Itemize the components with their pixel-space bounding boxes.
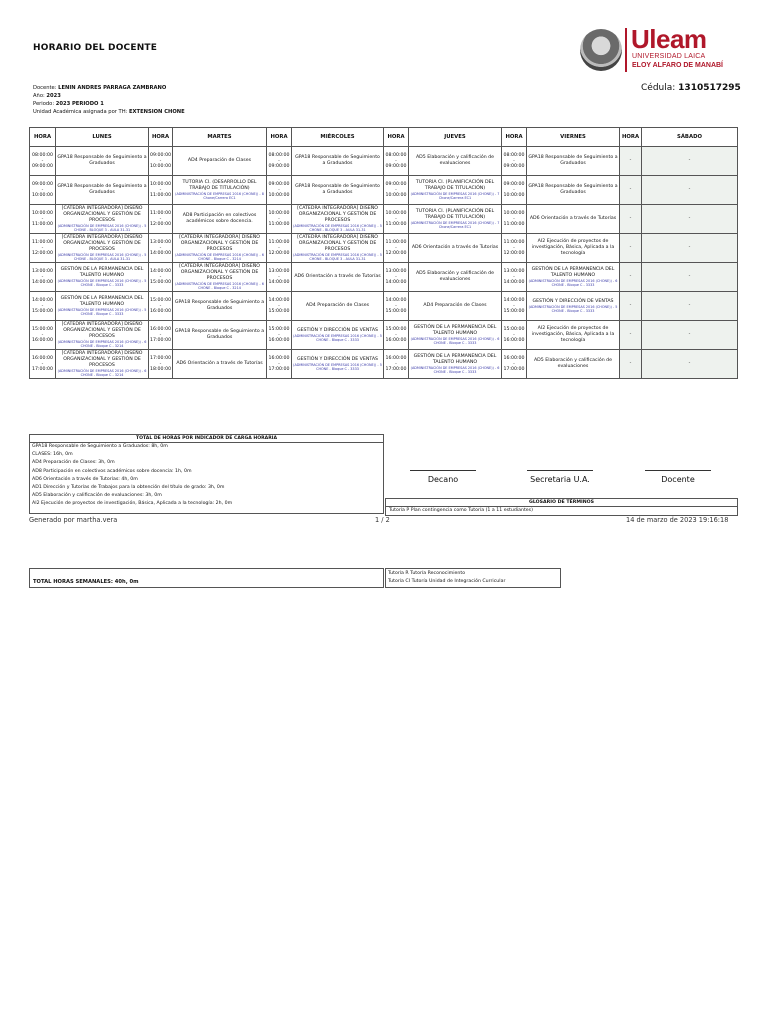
total-line: GPA18 Responsable de Seguimiento a Graduados: 8h, 0m [32, 444, 168, 449]
schedule-row [30, 321, 738, 350]
activity-cell: AD5 Elaboración y calificación de evaluaciones [527, 350, 620, 379]
glossary-continued [385, 568, 561, 588]
signature-line-secretaria [527, 470, 593, 471]
hour-cell: 08:00:00 - 09:00:00 [267, 147, 292, 176]
hour-cell: 09:00:00 - 10:00:00 [384, 176, 409, 205]
activity-cell: GPA18 Responsable de Seguimiento a Graduados [527, 147, 620, 176]
signature-line-decano [410, 470, 476, 471]
glossary-item: Tutoría R Tutoría Reconocimiento [388, 571, 466, 576]
footer-date: 14 de marzo de 2023 19:16:18 [626, 516, 729, 524]
column-header-day: SÁBADO [642, 128, 738, 147]
hour-cell: 15:00:00 - 16:00:00 [30, 321, 56, 350]
schedule-row [30, 234, 738, 263]
column-header-hora: HORA [384, 128, 409, 147]
column-header-hora: HORA [267, 128, 292, 147]
activity-cell: GESTIÓN DE LA PERMANENCIA DEL TALENTO HUMANO (ADMINISTRACIÓN DE EMPRESAS 2016 (CHONE)) - 6 CHONE - Bloque C - 3333 [527, 263, 620, 292]
page-title: HORARIO DEL DOCENTE [33, 43, 158, 53]
hour-cell: 15:00:00 - 16:00:00 [149, 292, 173, 321]
periodo-value: 2023 PERIODO 1 [55, 101, 104, 107]
activity-cell: TUTORIA CI. (PLANIFICACIÓN DEL TRABAJO DE TITULACIÓN) (ADMINISTRACIÓN DE EMPRESAS 2016 (CHONE)) - 7 Chone/Carrera EC1 [409, 205, 502, 234]
hour-cell: 13:00:00 - 14:00:00 [149, 234, 173, 263]
hour-cell: 10:00:00 - 11:00:00 [149, 176, 173, 205]
activity-cell: AI2 Ejecución de proyectos de investigación, Básica, Aplicada a la tecnología [527, 321, 620, 350]
total-line: AD1 Dirección y Tutorías de Trabajos para la obtención del título de grado: 3h, 0m [32, 484, 225, 490]
activity-cell: GPA18 Responsable de Seguimiento a Graduados [173, 321, 267, 350]
activity-cell: GPA18 Responsable de Seguimiento a Graduados [56, 176, 149, 205]
cedula: Cédula: 1310517295 [641, 83, 741, 93]
activity-cell-saturday: - [642, 321, 738, 350]
cedula-value: 1310517295 [678, 83, 741, 93]
column-header-hora: HORA [149, 128, 173, 147]
totals-box [29, 434, 384, 514]
hour-cell: 11:00:00 - 12:00:00 [384, 234, 409, 263]
activity-cell: AD5 Elaboración y calificación de evaluaciones [409, 263, 502, 292]
hour-cell: 09:00:00 - 10:00:00 [149, 147, 173, 176]
activity-cell-saturday: - [642, 147, 738, 176]
schedule-row [30, 205, 738, 234]
hour-cell-saturday: - [620, 321, 642, 350]
schedule-row [30, 292, 738, 321]
activity-cell: [CATEDRA INTEGRADORA] DISEÑO ORGANIZACIONAL Y GESTIÓN DE PROCESOS (ADMINISTRACIÓN DE EMPRESAS 2016 (CHONE)) - 5 CHONE - BLOQUE 3 - AULA 31-31 [56, 205, 149, 234]
hour-cell: 16:00:00 - 17:00:00 [149, 321, 173, 350]
signature-line-docente [645, 470, 711, 471]
schedule-row [30, 263, 738, 292]
activity-cell: GPA18 Responsable de Seguimiento a Graduados [292, 176, 384, 205]
activity-cell: AI2 Ejecución de proyectos de investigación, Básica, Aplicada a la tecnología [527, 234, 620, 263]
column-header-day: LUNES [56, 128, 149, 147]
total-line: AD8 Participación en colectivos académicos sobre docencia: 1h, 0m [32, 468, 192, 474]
hour-cell: 13:00:00 - 14:00:00 [267, 263, 292, 292]
signature-secretaria: Secretaria U.A. [530, 475, 590, 484]
total-line: AD5 Elaboración y calificación de evaluaciones: 3h, 0m [32, 493, 162, 499]
activity-cell: AD4 Preparación de Clases [173, 147, 267, 176]
activity-cell: GPA18 Responsable de Seguimiento a Graduados [56, 147, 149, 176]
hour-cell: 09:00:00 - 10:00:00 [30, 176, 56, 205]
hour-cell: 17:00:00 - 18:00:00 [149, 350, 173, 379]
hour-cell: 08:00:00 - 09:00:00 [502, 147, 527, 176]
seal-icon [580, 29, 622, 71]
periodo-line: Periodo: 2023 PERIODO 1 [33, 101, 104, 107]
hour-cell: 16:00:00 - 17:00:00 [30, 350, 56, 379]
hour-cell: 10:00:00 - 11:00:00 [384, 205, 409, 234]
hour-cell: 16:00:00 - 17:00:00 [502, 350, 527, 379]
hour-cell-saturday: - [620, 292, 642, 321]
signature-docente: Docente [661, 475, 695, 484]
hour-cell: 15:00:00 - 16:00:00 [267, 321, 292, 350]
hour-cell-saturday: - [620, 205, 642, 234]
hour-cell: 09:00:00 - 10:00:00 [267, 176, 292, 205]
activity-cell: GPA18 Responsable de Seguimiento a Graduados [292, 147, 384, 176]
activity-cell: GESTIÓN Y DIRECCIÓN DE VENTAS (ADMINISTRACIÓN DE EMPRESAS 2016 (CHONE)) - 5 CHONE - Bloque C - 3333 [527, 292, 620, 321]
anio-line: Año: 2023 [33, 93, 61, 99]
hour-cell: 13:00:00 - 14:00:00 [384, 263, 409, 292]
column-header-hora: HORA [502, 128, 527, 147]
schedule-row [30, 176, 738, 205]
hour-cell: 10:00:00 - 11:00:00 [267, 205, 292, 234]
hour-cell-saturday: - [620, 263, 642, 292]
hour-cell: 11:00:00 - 12:00:00 [30, 234, 56, 263]
hour-cell: 08:00:00 - 09:00:00 [384, 147, 409, 176]
hour-cell: 10:00:00 - 11:00:00 [30, 205, 56, 234]
total-line: CLASES: 16h, 0m [32, 452, 73, 458]
schedule-row [30, 147, 738, 176]
activity-cell: TUTORIA CI. (DESARROLLO DEL TRABAJO DE TITULACIÓN) (ADMINISTRACIÓN DE EMPRESAS 2016 (CHONE)) - 8 Chone/Carrera EC1 [173, 176, 267, 205]
activity-cell-saturday: - [642, 292, 738, 321]
hour-cell-saturday: - [620, 147, 642, 176]
activity-cell: GESTIÓN Y DIRECCIÓN DE VENTAS (ADMINISTRACIÓN DE EMPRESAS 2016 (CHONE)) - 5 CHONE - Bloque C - 3333 [292, 350, 384, 379]
activity-cell: [CATEDRA INTEGRADORA] DISEÑO ORGANIZACIONAL Y GESTIÓN DE PROCESOS (ADMINISTRACIÓN DE EMPRESAS 2016 (CHONE)) - 6 CHONE - Bloque C - 3214 [56, 350, 149, 379]
activity-cell: GESTIÓN DE LA PERMANENCIA DEL TALENTO HUMANO (ADMINISTRACIÓN DE EMPRESAS 2016 (CHONE)) - 5 CHONE - Bloque C - 3333 [56, 292, 149, 321]
weekly-total: TOTAL HORAS SEMANALES: 40h, 0m [29, 568, 384, 588]
activity-cell: [CATEDRA INTEGRADORA] DISEÑO ORGANIZACIONAL Y GESTIÓN DE PROCESOS (ADMINISTRACIÓN DE EMPRESAS 2016 (CHONE)) - 5 CHONE - BLOQUE 3 - AULA 31-31 [56, 234, 149, 263]
column-header-day: VIERNES [527, 128, 620, 147]
activity-cell: [CATEDRA INTEGRADORA] DISEÑO ORGANIZACIONAL Y GESTIÓN DE PROCESOS (ADMINISTRACIÓN DE EMPRESAS 2016 (CHONE)) - 5 CHONE - BLOQUE 3 - AULA 31-31 [293, 235, 382, 261]
schedule-row [30, 350, 738, 379]
footer-page: 1 / 2 [375, 516, 390, 524]
hour-cell: 14:00:00 - 15:00:00 [502, 292, 527, 321]
footer-generated: Generado por martha.vera [29, 516, 118, 524]
hour-cell: 16:00:00 - 17:00:00 [384, 350, 409, 379]
activity-cell: GPA18 Responsable de Seguimiento a Graduados [527, 176, 620, 205]
hour-cell: 08:00:00 - 09:00:00 [30, 147, 56, 176]
signature-decano: Decano [427, 475, 459, 484]
hour-cell: 14:00:00 - 15:00:00 [30, 292, 56, 321]
anio-value: 2023 [46, 93, 61, 99]
activity-cell: AD6 Orientación a través de Tutorías [409, 234, 502, 263]
activity-cell-saturday: - [642, 176, 738, 205]
glossary-box [385, 498, 738, 516]
activity-cell: AD4 Preparación de Clases [409, 292, 502, 321]
column-header-day: JUEVES [409, 128, 502, 147]
hour-cell-saturday: - [620, 350, 642, 379]
activity-cell: GESTIÓN DE LA PERMANENCIA DEL TALENTO HUMANO (ADMINISTRACIÓN DE EMPRESAS 2016 (CHONE)) - 6 CHONE - Bloque C - 3333 [409, 321, 502, 350]
total-line: AD6 Orientación a través de Tutorías: 4h, 0m [32, 476, 138, 482]
hour-cell: 10:00:00 - 11:00:00 [502, 205, 527, 234]
hour-cell: 14:00:00 - 15:00:00 [267, 292, 292, 321]
column-header-day: MIÉRCOLES [292, 128, 384, 147]
unidad-value: EXTENSION CHONE [129, 109, 185, 115]
hour-cell: 11:00:00 - 12:00:00 [267, 234, 292, 263]
university-logo [580, 26, 740, 76]
docente-name: LENIN ANDRES PARRAGA ZAMBRANO [58, 85, 167, 91]
hour-cell: 13:00:00 - 14:00:00 [30, 263, 56, 292]
activity-cell: AD8 Participación en colectivos académicos sobre docencia. [173, 205, 267, 234]
activity-cell: [CATEDRA INTEGRADORA] DISEÑO ORGANIZACIONAL Y GESTIÓN DE PROCESOS (ADMINISTRACIÓN DE EMPRESAS 2016 (CHONE)) - 5 CHONE - BLOQUE 3 - AULA 31-31 [293, 206, 382, 232]
activity-cell-saturday: - [642, 234, 738, 263]
activity-cell-saturday: - [642, 263, 738, 292]
activity-cell: TUTORIA CI. (PLANIFICACIÓN DEL TRABAJO DE TITULACIÓN) (ADMINISTRACIÓN DE EMPRESAS 2016 (CHONE)) - 7 Chone/Carrera EC1 [409, 176, 502, 205]
totals-heading: TOTAL DE HORAS POR INDICADOR DE CARGA HORARIA [30, 435, 383, 443]
activity-cell: [CATEDRA INTEGRADORA] DISEÑO ORGANIZACIONAL Y GESTIÓN DE PROCESOS (ADMINISTRACIÓN DE EMPRESAS 2016 (CHONE)) - 6 CHONE - Bloque C - 3214 [173, 263, 267, 292]
hour-cell: 14:00:00 - 15:00:00 [384, 292, 409, 321]
activity-cell: GPA18 Responsable de Seguimiento a Graduados [173, 292, 267, 321]
logo-name: Uleam [631, 24, 707, 54]
activity-cell: AD4 Preparación de Clases [292, 292, 384, 321]
column-header-hora: HORA [620, 128, 642, 147]
activity-cell-saturday: - [642, 350, 738, 379]
hour-cell: 16:00:00 - 17:00:00 [267, 350, 292, 379]
activity-cell: AD6 Orientación a través de Tutorías [527, 205, 620, 234]
hour-cell: 11:00:00 - 12:00:00 [149, 205, 173, 234]
activity-cell: [CATEDRA INTEGRADORA] DISEÑO ORGANIZACIONAL Y GESTIÓN DE PROCESOS (ADMINISTRACIÓN DE EMPRESAS 2016 (CHONE)) - 6 CHONE - Bloque C - 3214 [56, 321, 149, 350]
column-header-hora: HORA [30, 128, 56, 147]
activity-cell: AD5 Elaboración y calificación de evaluaciones [409, 147, 502, 176]
glossary-heading: GLOSARIO DE TÉRMINOS [386, 499, 737, 507]
unidad-line: Unidad Académica asignada por TH: EXTENSION CHONE [33, 109, 185, 115]
activity-cell: AD6 Orientación a través de Tutorías [173, 350, 267, 379]
hour-cell: 09:00:00 - 10:00:00 [502, 176, 527, 205]
hour-cell: 15:00:00 - 16:00:00 [502, 321, 527, 350]
activity-cell: GESTIÓN Y DIRECCIÓN DE VENTAS (ADMINISTRACIÓN DE EMPRESAS 2016 (CHONE)) - 5 CHONE - Bloque C - 3333 [292, 321, 384, 350]
activity-cell-saturday: - [642, 205, 738, 234]
hour-cell: 11:00:00 - 12:00:00 [502, 234, 527, 263]
schedule-table [29, 127, 738, 379]
glossary-item: Tutoría P Plan contingencia como Tutoría (1 a 11 estudiantes) [389, 508, 533, 513]
logo-subtitle-2: ELOY ALFARO DE MANABÍ [632, 62, 724, 69]
glossary-item: Tutoría CI Tutoría Unidad de Integración Curricular [388, 579, 506, 584]
total-line: AD4 Preparación de Clases: 3h, 0m [32, 460, 115, 466]
activity-cell: GESTIÓN DE LA PERMANENCIA DEL TALENTO HUMANO (ADMINISTRACIÓN DE EMPRESAS 2016 (CHONE)) - 6 CHONE - Bloque C - 3333 [409, 350, 502, 379]
schedule-header-row [30, 128, 738, 147]
hour-cell: 13:00:00 - 14:00:00 [502, 263, 527, 292]
total-line: AI2 Ejecución de proyectos de investigación, Básica, Aplicada a la tecnología: 2h, 0m [32, 501, 233, 507]
activity-cell: AD6 Orientación a través de Tutorías [292, 263, 384, 292]
hour-cell: 15:00:00 - 16:00:00 [384, 321, 409, 350]
column-header-day: MARTES [173, 128, 267, 147]
activity-cell: GESTIÓN DE LA PERMANENCIA DEL TALENTO HUMANO (ADMINISTRACIÓN DE EMPRESAS 2016 (CHONE)) - 5 CHONE - Bloque C - 3333 [56, 263, 149, 292]
logo-subtitle-1: UNIVERSIDAD LAICA [632, 53, 706, 60]
hour-cell-saturday: - [620, 234, 642, 263]
hour-cell-saturday: - [620, 176, 642, 205]
logo-divider [625, 28, 627, 72]
docente-line: Docente: LENIN ANDRES PARRAGA ZAMBRANO [33, 85, 167, 91]
activity-cell: [CATEDRA INTEGRADORA] DISEÑO ORGANIZACIONAL Y GESTIÓN DE PROCESOS (ADMINISTRACIÓN DE EMPRESAS 2016 (CHONE)) - 6 CHONE - Bloque C - 3214 [173, 234, 267, 263]
hour-cell: 14:00:00 - 15:00:00 [149, 263, 173, 292]
